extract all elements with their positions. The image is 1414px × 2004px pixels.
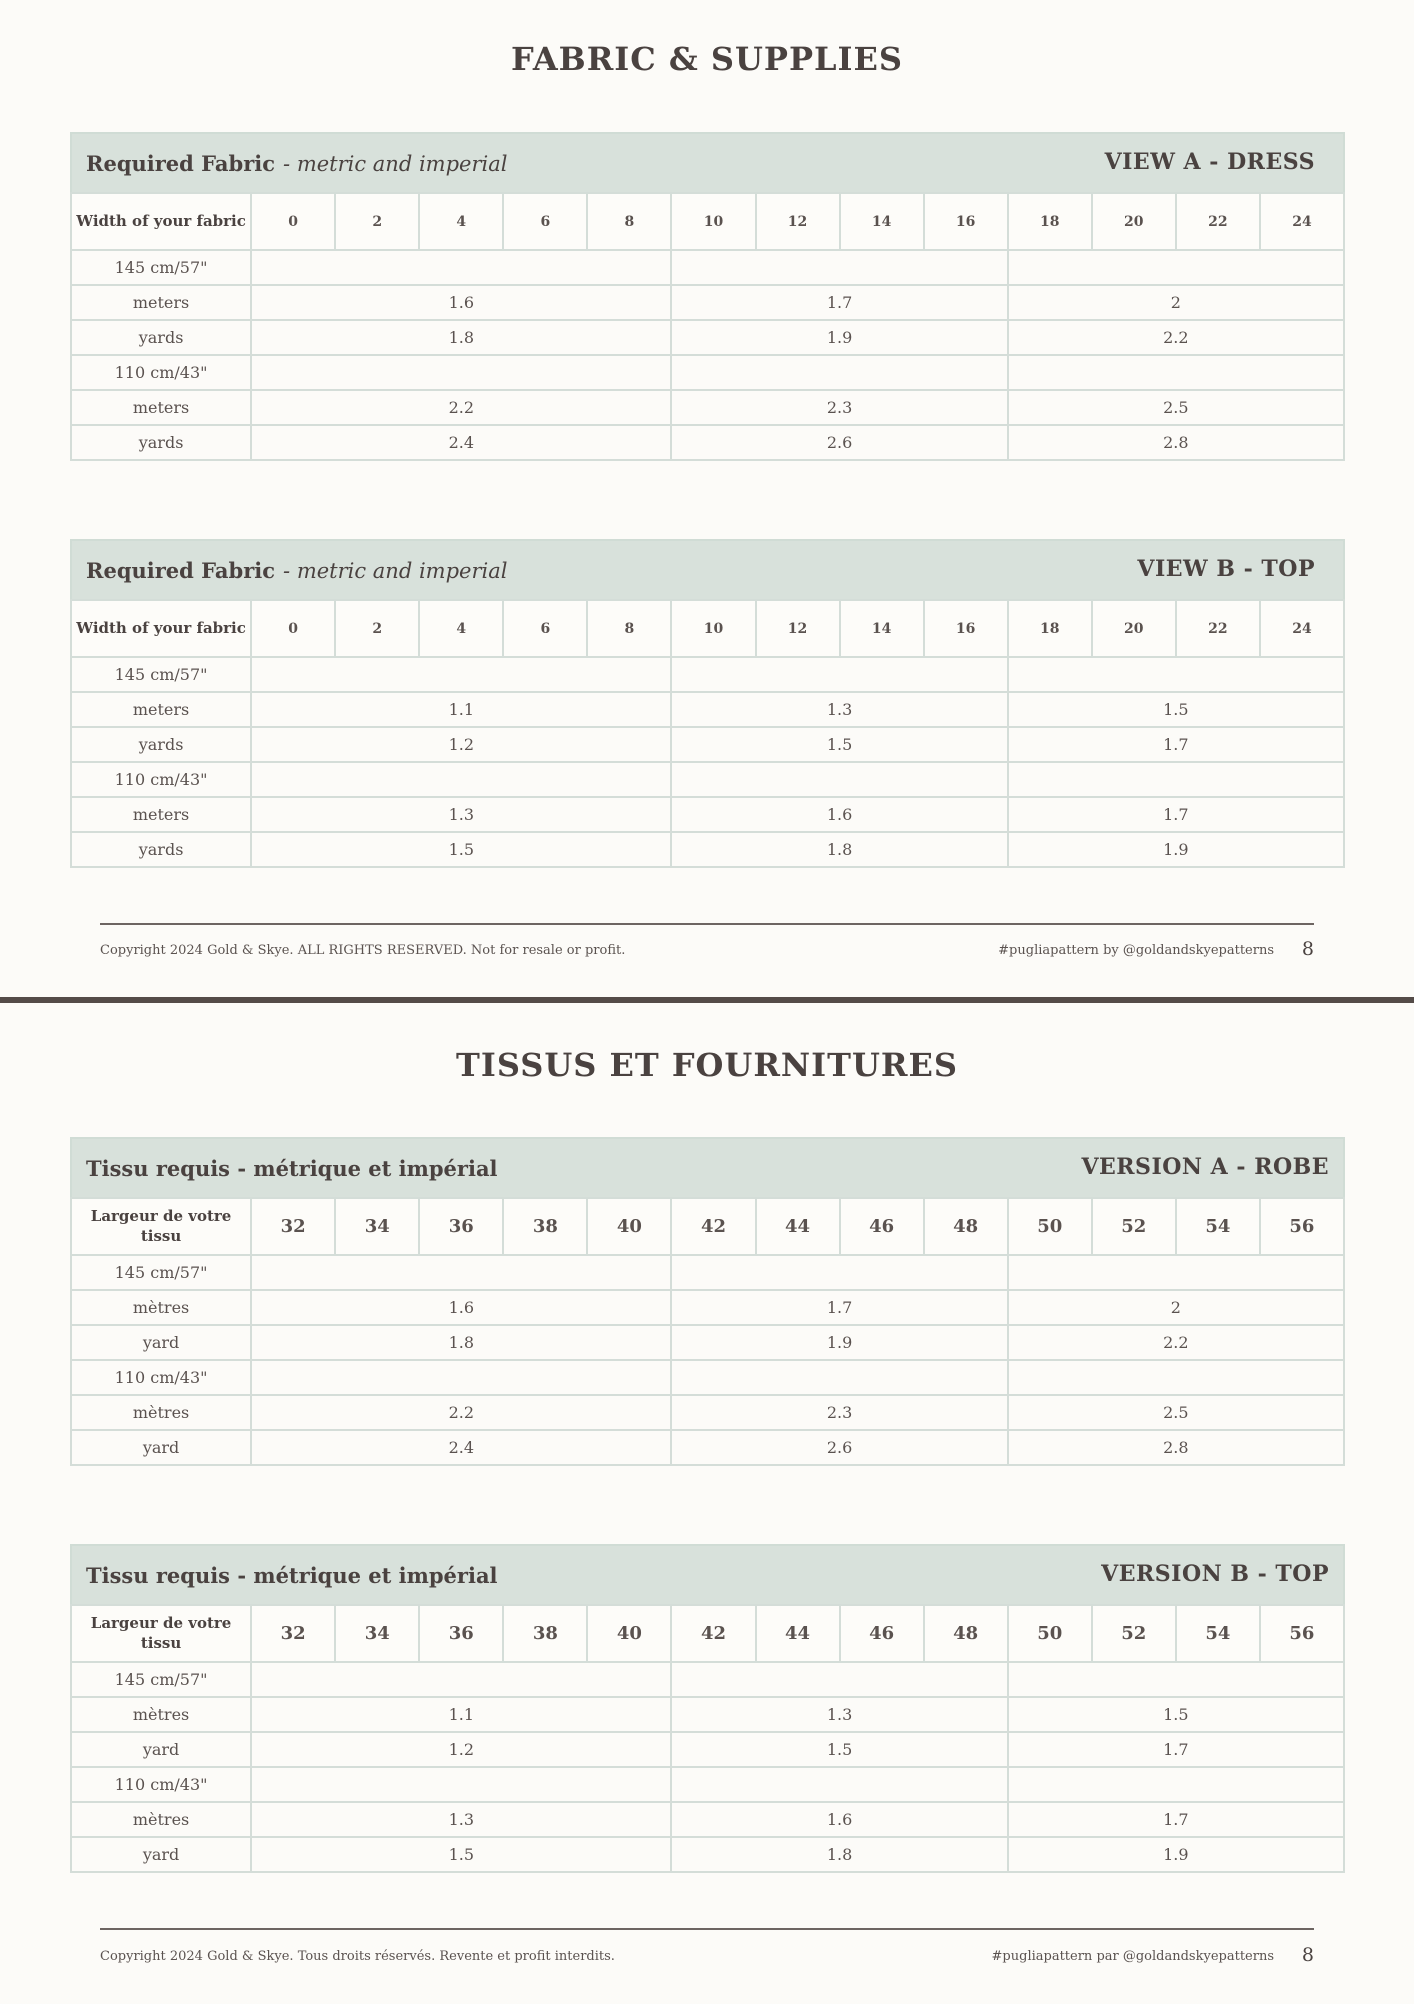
fabric-width-label: 110 cm/43" [71,1360,251,1395]
table-row [71,1395,1344,1430]
size-header-row [71,600,1344,657]
table-row [71,727,1344,762]
amount-cell: 1.8 [251,1325,671,1360]
size-cell: 4 [419,600,503,657]
unit-label: meters [71,692,251,727]
size-cell: 48 [924,1605,1008,1662]
width-label-header: Width of your fabric [71,600,251,657]
size-cell: 32 [251,1605,335,1662]
size-header-row [71,1605,1344,1662]
amount-cell: 2.3 [671,1395,1007,1430]
size-cell: 52 [1092,1605,1176,1662]
amount-cell: 2.3 [671,390,1007,425]
amount-cell: 1.6 [251,1290,671,1325]
fabric-grid [70,1604,1345,1873]
fabric-table-view-b [70,539,1345,868]
size-cell: 36 [419,1198,503,1255]
amount-cell: 2.4 [251,425,671,460]
amount-cell: 1.7 [1008,1802,1344,1837]
table-row [71,1837,1344,1872]
size-cell: 20 [1092,600,1176,657]
fabric-table-version-a [70,1137,1345,1466]
size-cell: 2 [335,193,419,250]
amount-cell: 1.8 [671,832,1007,867]
width-label-header: Largeur de votre tissu [71,1605,251,1662]
amount-cell: 1.6 [251,285,671,320]
view-label: VIEW A - DRESS [1104,149,1315,175]
size-cell: 34 [335,1605,419,1662]
size-cell: 22 [1176,193,1260,250]
size-cell: 18 [1008,193,1092,250]
amount-cell: 1.3 [671,692,1007,727]
size-cell: 40 [587,1605,671,1662]
table-row [71,320,1344,355]
table-header-band [70,1544,1345,1604]
amount-cell: 1.6 [671,797,1007,832]
amount-cell: 2.2 [251,1395,671,1430]
table-row [71,1697,1344,1732]
amount-cell: 2 [1008,1290,1344,1325]
width-label-header: Largeur de votre tissu [71,1198,251,1255]
amount-cell: 1.9 [671,320,1007,355]
fabric-width-row [71,1255,1344,1290]
amount-cell: 1.3 [251,1802,671,1837]
view-label: VERSION A - ROBE [1081,1154,1329,1180]
size-cell: 14 [840,193,924,250]
size-cell: 46 [840,1198,924,1255]
page-french [0,1004,1414,2004]
footer-rule [100,1928,1314,1930]
size-cell: 54 [1176,1605,1260,1662]
size-cell: 18 [1008,600,1092,657]
table-heading: Required Fabric - metric and imperial [86,558,508,583]
table-row [71,1430,1344,1465]
fabric-width-row [71,1360,1344,1395]
unit-label: yard [71,1430,251,1465]
unit-label: yard [71,1837,251,1872]
fabric-width-label: 145 cm/57" [71,250,251,285]
table-heading: Tissu requis - métrique et impérial [86,1156,498,1181]
unit-label: mètres [71,1697,251,1732]
amount-cell: 1.9 [1008,832,1344,867]
footer-hashtag: #pugliapattern par @goldandskyepatterns [991,1949,1274,1964]
size-cell: 8 [587,193,671,250]
amount-cell: 1.6 [671,1802,1007,1837]
size-cell: 52 [1092,1198,1176,1255]
size-cell: 38 [503,1605,587,1662]
unit-label: yards [71,425,251,460]
unit-label: mètres [71,1395,251,1430]
fabric-width-row [71,1767,1344,1802]
amount-cell: 1.2 [251,727,671,762]
fabric-width-label: 145 cm/57" [71,1255,251,1290]
amount-cell: 1.8 [251,320,671,355]
size-cell: 34 [335,1198,419,1255]
size-cell: 50 [1008,1198,1092,1255]
amount-cell: 2.5 [1008,1395,1344,1430]
table-row [71,390,1344,425]
amount-cell: 1.9 [1008,1837,1344,1872]
fabric-width-label: 145 cm/57" [71,1662,251,1697]
amount-cell: 1.7 [671,285,1007,320]
fabric-width-row [71,657,1344,692]
size-cell: 46 [840,1605,924,1662]
fabric-table-version-b [70,1544,1345,1873]
size-cell: 16 [924,600,1008,657]
fabric-width-row [71,762,1344,797]
size-cell: 32 [251,1198,335,1255]
fabric-grid [70,192,1345,461]
table-header-band [70,132,1345,192]
amount-cell: 2.2 [1008,1325,1344,1360]
page-title: TISSUS ET FOURNITURES [456,1046,958,1084]
amount-cell: 2.8 [1008,1430,1344,1465]
amount-cell: 1.5 [671,727,1007,762]
amount-cell: 1.5 [671,1732,1007,1767]
page-divider [0,997,1414,1003]
fabric-width-label: 110 cm/43" [71,762,251,797]
amount-cell: 1.7 [671,1290,1007,1325]
amount-cell: 2.2 [251,390,671,425]
amount-cell: 2.8 [1008,425,1344,460]
table-header-band [70,539,1345,599]
footer-copyright: Copyright 2024 Gold & Skye. ALL RIGHTS RESERVED. Not for resale or profit. [100,943,626,958]
amount-cell: 1.5 [1008,692,1344,727]
footer-hashtag: #pugliapattern by @goldandskyepatterns [998,943,1274,958]
table-heading: Tissu requis - métrique et impérial [86,1563,498,1588]
size-cell: 14 [840,600,924,657]
table-header-band [70,1137,1345,1197]
table-row [71,832,1344,867]
footer-copyright: Copyright 2024 Gold & Skye. Tous droits réservés. Revente et profit interdits. [100,1949,615,1964]
amount-cell: 1.7 [1008,797,1344,832]
amount-cell: 1.1 [251,1697,671,1732]
size-cell: 2 [335,600,419,657]
size-cell: 56 [1260,1605,1344,1662]
amount-cell: 2.2 [1008,320,1344,355]
fabric-table-view-a [70,132,1345,461]
size-cell: 4 [419,193,503,250]
size-cell: 54 [1176,1198,1260,1255]
view-label: VIEW B - TOP [1137,556,1315,582]
amount-cell: 1.7 [1008,1732,1344,1767]
fabric-width-label: 110 cm/43" [71,1767,251,1802]
size-cell: 56 [1260,1198,1344,1255]
table-row [71,1732,1344,1767]
table-row [71,692,1344,727]
fabric-grid [70,599,1345,868]
size-cell: 24 [1260,600,1344,657]
amount-cell: 2.6 [671,1430,1007,1465]
size-cell: 10 [671,193,755,250]
page-english [0,0,1414,1000]
fabric-width-row [71,250,1344,285]
amount-cell: 1.5 [251,832,671,867]
unit-label: meters [71,390,251,425]
size-cell: 10 [671,600,755,657]
table-row [71,1325,1344,1360]
unit-label: yards [71,727,251,762]
fabric-width-label: 110 cm/43" [71,355,251,390]
table-row [71,285,1344,320]
amount-cell: 2.6 [671,425,1007,460]
size-cell: 0 [251,193,335,250]
amount-cell: 1.2 [251,1732,671,1767]
unit-label: yard [71,1732,251,1767]
unit-label: meters [71,797,251,832]
table-row [71,1290,1344,1325]
amount-cell: 1.5 [1008,1697,1344,1732]
size-cell: 12 [756,193,840,250]
size-cell: 12 [756,600,840,657]
amount-cell: 2 [1008,285,1344,320]
unit-label: yard [71,1325,251,1360]
view-label: VERSION B - TOP [1101,1561,1329,1587]
fabric-grid [70,1197,1345,1466]
size-cell: 20 [1092,193,1176,250]
size-cell: 24 [1260,193,1344,250]
amount-cell: 1.7 [1008,727,1344,762]
fabric-width-label: 145 cm/57" [71,657,251,692]
footer-rule [100,923,1314,925]
page-number: 8 [1301,938,1314,960]
size-header-row [71,193,1344,250]
size-header-row [71,1198,1344,1255]
size-cell: 44 [756,1605,840,1662]
size-cell: 48 [924,1198,1008,1255]
table-row [71,425,1344,460]
size-cell: 8 [587,600,671,657]
size-cell: 38 [503,1198,587,1255]
page-number: 8 [1301,1944,1314,1966]
unit-label: yards [71,832,251,867]
table-heading: Required Fabric - metric and imperial [86,151,508,176]
fabric-width-row [71,355,1344,390]
amount-cell: 1.1 [251,692,671,727]
fabric-width-row [71,1662,1344,1697]
amount-cell: 1.3 [251,797,671,832]
size-cell: 40 [587,1198,671,1255]
size-cell: 6 [503,600,587,657]
size-cell: 16 [924,193,1008,250]
unit-label: meters [71,285,251,320]
amount-cell: 2.5 [1008,390,1344,425]
table-row [71,797,1344,832]
amount-cell: 1.8 [671,1837,1007,1872]
size-cell: 42 [671,1605,755,1662]
page-title: FABRIC & SUPPLIES [510,40,904,78]
size-cell: 6 [503,193,587,250]
unit-label: mètres [71,1290,251,1325]
size-cell: 44 [756,1198,840,1255]
size-cell: 22 [1176,600,1260,657]
amount-cell: 1.5 [251,1837,671,1872]
size-cell: 50 [1008,1605,1092,1662]
size-cell: 0 [251,600,335,657]
unit-label: yards [71,320,251,355]
amount-cell: 1.9 [671,1325,1007,1360]
size-cell: 36 [419,1605,503,1662]
amount-cell: 2.4 [251,1430,671,1465]
unit-label: mètres [71,1802,251,1837]
width-label-header: Width of your fabric [71,193,251,250]
size-cell: 42 [671,1198,755,1255]
table-row [71,1802,1344,1837]
amount-cell: 1.3 [671,1697,1007,1732]
